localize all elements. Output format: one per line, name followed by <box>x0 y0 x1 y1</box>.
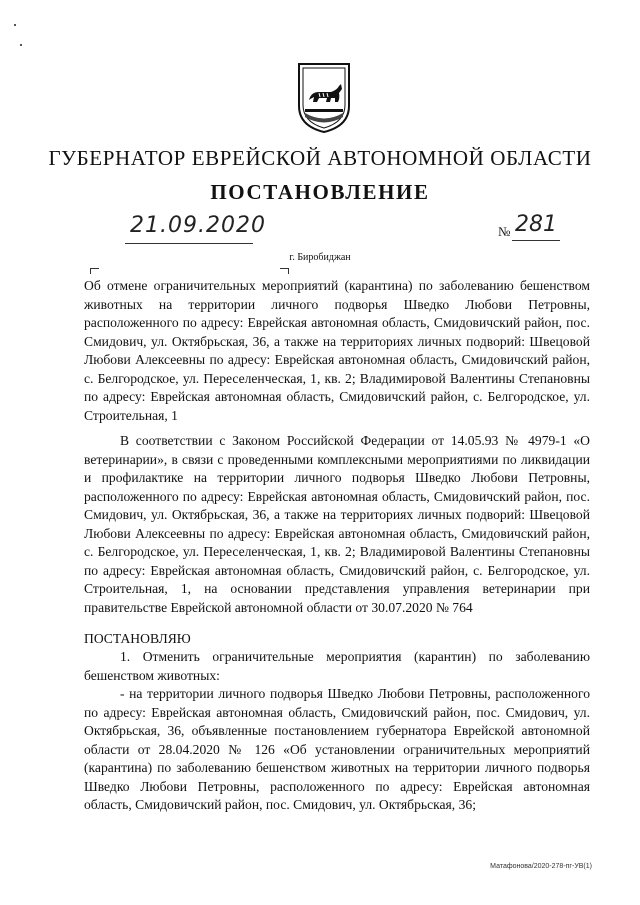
scan-speck <box>20 44 22 46</box>
number-label: № <box>498 224 511 239</box>
item-1-subitem: - на территории личного подворья Шведко Любови Петровны, расположенного по адресу: Еврейская автономная область, Смидовичский район, пос. Смидович, ул. Октябрьская, 36, объявленные постановлением губернатора Еврейской автономной области от 28.04.2020 № 126 «Об установлении ограничительных мероприятий (карантина) по заболеванию бешенством животных на территории личного подворья Шведко Любови Петровны, расположенного по адресу: Еврейская автономная область, Смидовичский район, пос. Смидович, ул. Октябрьская, 36; <box>84 686 590 812</box>
handwritten-date: 21.09.2020 <box>130 213 266 238</box>
document-reference: Матафонова/2020-278-пг-УВ(1) <box>490 863 592 870</box>
item-1: 1. Отменить ограничительные мероприятия (карантин) по заболеванию бешенством животных: <box>84 649 590 683</box>
subject-bracket-left <box>90 268 99 274</box>
document-type-title: ПОСТАНОВЛЕНИЕ <box>210 180 430 204</box>
subject-bracket-right <box>280 268 289 274</box>
coat-of-arms-tiger-icon <box>295 62 353 134</box>
city-line: г. Биробиджан <box>289 252 351 263</box>
issuer-title: ГУБЕРНАТОР ЕВРЕЙСКОЙ АВТОНОМНОЙ ОБЛАСТИ <box>48 146 592 170</box>
decree-subject: Об отмене ограничительных мероприятий (карантина) по заболеванию бешенством животных на территории личного подворья Шведко Любови Петровны, расположенного по адресу: Еврейская автономная область, Смидовичский район, пос. Смидович, ул. Октябрьская, 36, а также на территориях личных подворий: Швецовой Любови Алексеевны по адресу: Еврейская автономная область, Смидовичский район, с. Белгородское, ул. Переселенческая, 1, кв. 2; Владимировой Валентины Степановны по адресу: Еврейская автономная область, Смидовичский район, с. Белгородское, ул. Строительная, 1 <box>84 278 590 423</box>
scan-speck <box>14 24 16 26</box>
date-underline <box>125 243 253 244</box>
preamble-paragraph: В соответствии с Законом Российской Федерации от 14.05.93 № 4979-1 «О ветеринарии», в связи с проведенными комплексными мероприятиями по ликвидации и профилактике на территории личного подворья Шведко Любови Петровны, расположенного по адресу: Еврейская автономная область, Смидовичский район, пос. Смидович, ул. Октябрьская, 36, а также на территориях личных подворий: Швецовой Любови Алексеевны по адресу: Еврейская автономная область, Смидовичский район, с. Белгородское, ул. Переселенческая, 1, кв. 2; Владимировой Валентины Степановны по адресу: Еврейская автономная область, Смидовичский район, с. Белгородское, ул. Строительная, 1, на основании представления управления ветеринарии при правительстве Еврейской автономной области от 30.07.2020 № 764 <box>84 433 590 615</box>
decree-word: ПОСТАНОВЛЯЮ <box>84 631 191 646</box>
handwritten-number: 281 <box>515 212 557 237</box>
number-underline <box>512 240 560 241</box>
